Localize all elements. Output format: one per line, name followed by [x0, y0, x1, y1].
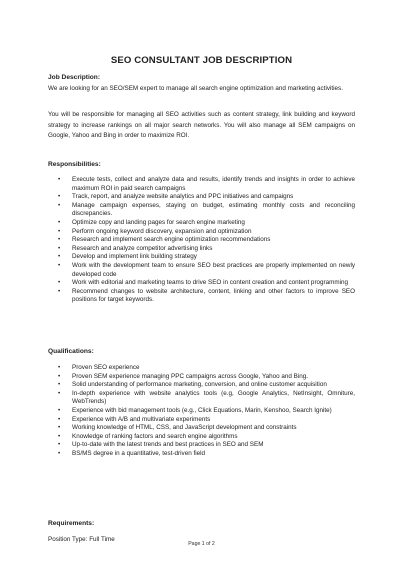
qualifications-heading: Qualifications: [48, 348, 94, 355]
responsibility-item-text: Work with the development team to ensure SEO best practices are properly implemented on newly developed code [72, 261, 355, 278]
bullet-icon: • [58, 406, 61, 414]
responsibility-item-text: Develop and implement link building strategy [72, 253, 197, 261]
qualification-item [48, 424, 355, 433]
qualification-item-text: Proven SEM experience managing PPC campaigns across Google, Yahoo and Bing. [72, 372, 309, 380]
requirements-heading: Requirements: [48, 520, 95, 527]
qualification-item [48, 390, 355, 407]
qualification-item-text: Experience with bid management tools (e.g., Click Equations, Marin, Kenshoo, Search Ignite) [72, 406, 332, 414]
bullet-icon: • [58, 287, 61, 295]
responsibility-item [48, 236, 355, 245]
bullet-icon: • [58, 381, 61, 389]
job-description-heading: Job Description: [48, 74, 101, 81]
qualifications-list [48, 364, 355, 459]
bullet-icon: • [58, 236, 61, 244]
bullet-icon: • [58, 415, 61, 423]
responsibilities-heading: Responsibilities: [48, 161, 101, 168]
qualification-item [48, 433, 355, 442]
responsibility-item [48, 279, 355, 288]
bullet-icon: • [58, 244, 61, 252]
qualification-item [48, 407, 355, 416]
responsibility-item [48, 176, 355, 193]
responsibility-item-text: Work with editorial and marketing teams to drive SEO in content creation and content programming [72, 279, 349, 287]
bullet-icon: • [58, 441, 61, 449]
responsibility-item [48, 253, 355, 262]
responsibility-item-text: Execute tests, collect and analyze data and results, identify trends and insights in order to achieve maximum ROI in paid search campaigns [72, 176, 355, 192]
bullet-icon: • [58, 432, 61, 440]
qualification-item-text: BS/MS degree in a quantitative, test-driven field [72, 449, 206, 457]
responsibility-item [48, 219, 355, 228]
bullet-icon: • [58, 261, 61, 269]
job-description-paragraph-1: We are looking for an SEO/SEM expert to manage all search engine optimization and marketing activities. [48, 85, 343, 92]
bullet-icon: • [58, 449, 61, 457]
qualification-item-text: In-depth experience with website analytics tools (e.g, Google Analytics, NetInsight, Omniture, WebTrends) [72, 389, 355, 406]
bullet-icon: • [58, 227, 61, 235]
bullet-icon: • [58, 176, 61, 183]
position-type: Position Type: Full Time [48, 536, 115, 543]
document-title: SEO CONSULTANT JOB DESCRIPTION [110, 55, 293, 66]
responsibility-item-text: Research and implement search engine optimization recommendations [72, 236, 271, 244]
qualification-item-text: Up-to-date with the latest trends and best practices in SEO and SEM [72, 441, 264, 449]
responsibility-item-text: Research and analyze competitor advertising links [72, 244, 213, 252]
bullet-icon: • [58, 218, 61, 226]
qualification-item-text: Working knowledge of HTML, CSS, and JavaScript development and constraints [72, 424, 297, 432]
bullet-icon: • [58, 253, 61, 261]
responsibility-item-text: Recommend changes to website architecture, content, linking and other factors to improve SEO positions for target keywords. [72, 287, 355, 304]
responsibility-item [48, 245, 355, 254]
bullet-icon: • [58, 201, 61, 209]
qualification-item-text: Proven SEO experience [72, 364, 140, 371]
bullet-icon: • [58, 193, 61, 201]
responsibility-item [48, 193, 355, 202]
job-description-paragraph-2: You will be responsible for managing all SEO activities such as content strategy, link building and keyword strategy to increase rankings on all major search networks. You will also manage all SEM campaigns on Google, Yahoo and Bing in order to maximize ROI. [48, 111, 355, 139]
qualification-item-text: Solid understanding of performance marketing, conversion, and online customer acquisition [72, 381, 327, 389]
responsibility-item [48, 228, 355, 237]
responsibility-item-text: Manage campaign expenses, staying on budget, estimating monthly costs and reconciling discrepancies. [72, 201, 355, 218]
qualification-item [48, 441, 355, 450]
qualification-item [48, 416, 355, 425]
responsibility-item [48, 262, 355, 279]
responsibility-item [48, 288, 355, 305]
bullet-icon: • [58, 279, 61, 287]
qualification-item [48, 364, 355, 373]
qualification-item [48, 373, 355, 382]
qualification-item-text: Knowledge of ranking factors and search engine algorithms [72, 432, 238, 440]
bullet-icon: • [58, 372, 61, 380]
bullet-icon: • [58, 389, 61, 397]
qualification-item-text: Experience with A/B and multivariate experiments [72, 415, 211, 423]
bullet-icon: • [58, 364, 61, 371]
qualification-item [48, 381, 355, 390]
responsibility-item-text: Optimize copy and landing pages for search engine marketing [72, 218, 245, 226]
bullet-icon: • [58, 424, 61, 432]
qualification-item [48, 450, 355, 459]
responsibility-item-text: Track, report, and analyze website analytics and PPC initiatives and campaigns [72, 193, 294, 201]
responsibility-item-text: Perform ongoing keyword discovery, expansion and optimization [72, 227, 252, 235]
responsibilities-list [48, 176, 355, 305]
responsibility-item [48, 202, 355, 219]
page-footer: Page 1 of 2 [188, 541, 215, 547]
